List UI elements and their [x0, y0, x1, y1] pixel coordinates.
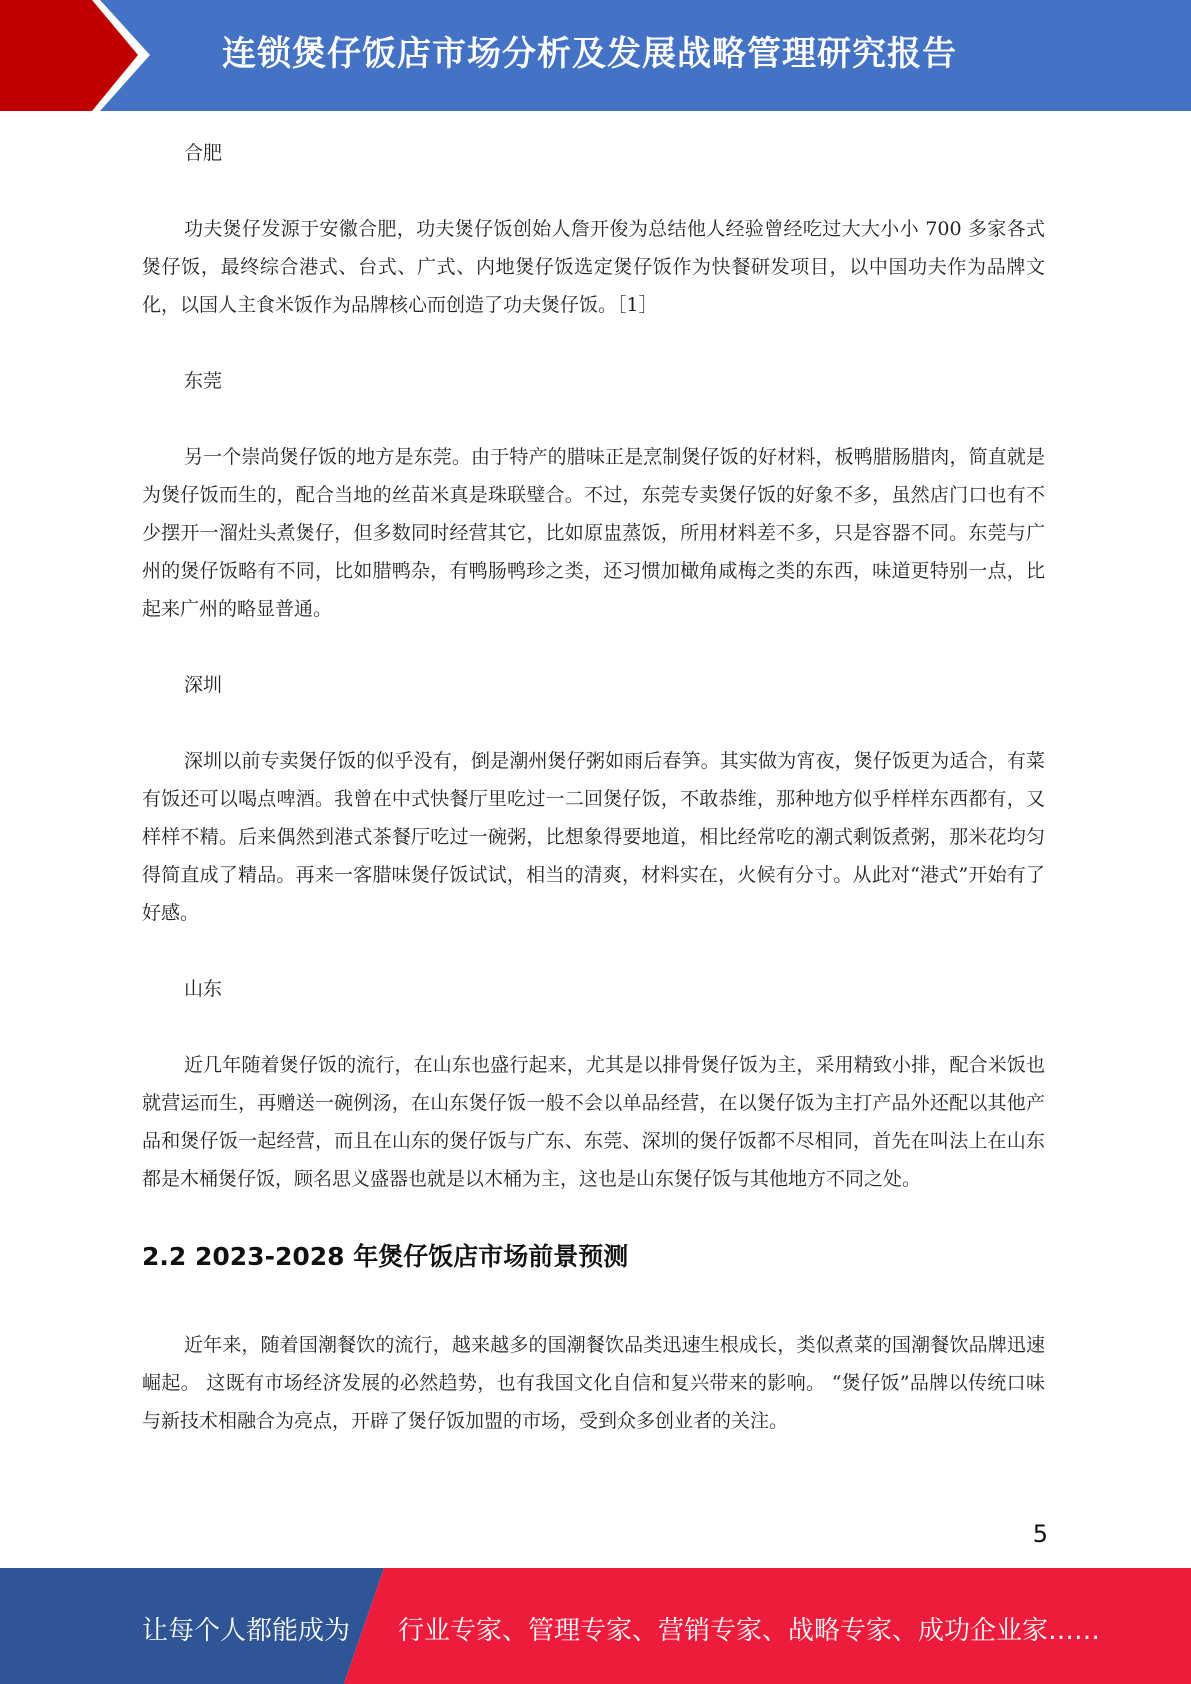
document-body — [142, 134, 1045, 1440]
section-heading-2-2: 2.2 2023-2028 年煲仔饭店市场前景预测 — [142, 1242, 629, 1271]
paragraph-shenzhen: 深圳以前专卖煲仔饭的似乎没有，倒是潮州煲仔粥如雨后春笋。其实做为宵夜，煲仔饭更为适合，有菜有饭还可以喝点啤酒。我曾在中式快餐厅里吃过一二回煲仔饭，不敢恭维，那种地方似乎样样东西都有，又样样不精。后来偶然到港式茶餐厅吃过一碗粥，比想象得要地道，相比经常吃的潮式剩饭煮粥，那米花均匀得简直成了精品。再来一客腊味煲仔饭试试，相当的清爽，材料实在，火候有分寸。从此对“港式”开始有了好感。 — [142, 750, 1045, 924]
footer-slogan-left: 让每个人都能成为 — [142, 1616, 351, 1646]
region-heading-hefei: 合肥 — [184, 142, 223, 164]
page-footer — [0, 1568, 1191, 1684]
paragraph-hefei: 功夫煲仔发源于安徽合肥，功夫煲仔饭创始人詹开俊为总结他人经验曾经吃过大大小小 700 多家各式煲仔饭，最终综合港式、台式、广式、内地煲仔饭选定煲仔饭作为快餐研发项目，以中国功夫作为品牌文化，以国人主食米饭作为品牌核心而创造了功夫煲仔饭。［1］ — [142, 218, 1045, 316]
report-title: 连锁煲仔饭店市场分析及发展战略管理研究报告 — [222, 34, 957, 74]
paragraph-dongguan: 另一个崇尚煲仔饭的地方是东莞。由于特产的腊味正是烹制煲仔饭的好材料，板鸭腊肠腊肉，简直就是为煲仔饭而生的，配合当地的丝苗米真是珠联璧合。不过，东莞专卖煲仔饭的好象不多，虽然店门口也有不少摆开一溜灶头煮煲仔，但多数同时经营其它，比如原盅蒸饭，所用材料差不多，只是容器不同。东莞与广州的煲仔饭略有不同，比如腊鸭杂，有鸭肠鸭珍之类，还习惯加橄角咸梅之类的东西，味道更特别一点，比起来广州的略显普通。 — [142, 446, 1045, 620]
header-arrow-decoration — [0, 0, 160, 111]
region-heading-dongguan: 东莞 — [184, 370, 223, 392]
page-header — [0, 0, 1191, 111]
region-heading-shenzhen: 深圳 — [184, 674, 223, 696]
footer-slogan-right: 行业专家、管理专家、营销专家、战略专家、成功企业家…… — [398, 1616, 1101, 1646]
paragraph-market-forecast: 近年来，随着国潮餐饮的流行，越来越多的国潮餐饮品类迅速生根成长，类似煮菜的国潮餐饮品牌迅速崛起。 这既有市场经济发展的必然趋势，也有我国文化自信和复兴带来的影响。 “煲仔饭”品牌以传统口味与新技术相融合为亮点，开辟了煲仔饭加盟的市场，受到众多创业者的关注。 — [142, 1334, 1045, 1432]
paragraph-shandong: 近几年随着煲仔饭的流行，在山东也盛行起来，尤其是以排骨煲仔饭为主，采用精致小排，配合米饭也就营运而生，再赠送一碗例汤，在山东煲仔饭一般不会以单品经营，在以煲仔饭为主打产品外还配以其他产品和煲仔饭一起经营，而且在山东的煲仔饭与广东、东莞、深圳的煲仔饭都不尽相同，首先在叫法上在山东都是木桶煲仔饭，顾名思义盛器也就是以木桶为主，这也是山东煲仔饭与其他地方不同之处。 — [142, 1054, 1045, 1190]
region-heading-shandong: 山东 — [184, 978, 223, 1000]
page-number: 5 — [1032, 1520, 1048, 1548]
